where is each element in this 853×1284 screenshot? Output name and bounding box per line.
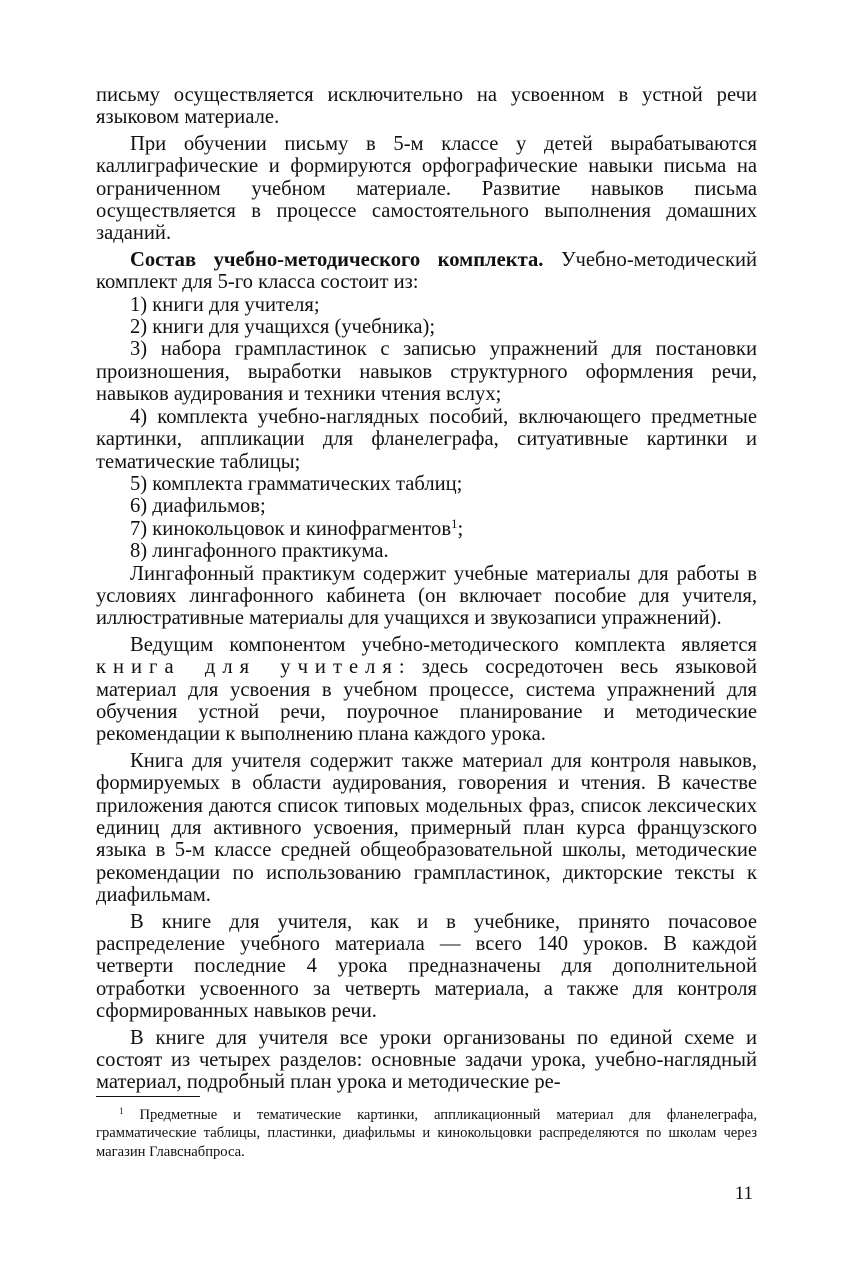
paragraph-3 <box>96 249 757 294</box>
paragraph-6: Книга для учителя содержит также материал для контроля навыков, формируемых в области аудирования, говорения и чтения. В качестве приложения даются список типовых модельных фраз, список лексических единиц для активного усвоения, примерный план курса французского языка в 5-м классе средней общеобразовательной школы, методические рекомендации по использованию грампластинок, дикторские тексты к диафильмам. <box>96 749 757 907</box>
section-heading: Состав учебно-методического комплекта. <box>130 248 544 271</box>
list-item: 8) лингафонного практикума. <box>130 540 389 563</box>
list-item-text: 7) кинокольцовок и кинофрагментов <box>130 517 452 540</box>
paragraph-5-start: Ведущим компонентом учебно-методического комплекта является <box>130 633 757 656</box>
paragraph-4: Лингафонный практикум содержит учебные материалы для работы в условиях лингафонного кабинета (он включает пособие для учителя, иллюстративные материалы для учащихся и звукозаписи упражнений). <box>96 562 757 630</box>
paragraph-2: При обучении письму в 5-м классе у детей вырабатываются каллиграфические и формируются орфографические навыки письма на ограниченном учебном материале. Развитие навыков письма осуществляется в процессе самостоятельного выполнения домашних заданий. <box>96 132 757 245</box>
footnote-mark: 1 <box>119 1106 124 1117</box>
section-intro: Учебно-методический комплект для 5-го класса состоит из: <box>96 248 757 294</box>
list-item: 6) диафильмов; <box>130 495 266 518</box>
paragraph-1: письму осуществляется исключительно на усвоенном в устной речи языковом материале. <box>96 84 757 129</box>
paragraph-7: В книге для учителя, как и в учебнике, принято почасовое распределение учебного материала — всего 140 уроков. В каждой четверти последние 4 урока предназначены для дополнительной отработки усвоенного за четверть материала, а также для контроля сформированных навыков речи. <box>96 910 757 1023</box>
list-item-suffix: ; <box>457 517 464 540</box>
footnote-divider <box>96 1096 200 1097</box>
list-item-with-footnote <box>96 518 757 540</box>
list-item: 1) книги для учителя; <box>130 293 320 316</box>
list-item: 4) комплекта учебно-наглядных пособий, включающего предметные картинки, аппликации для фланелеграфа, ситуативные картинки и тематические таблицы; <box>96 405 757 473</box>
list-item: 2) книги для учащихся (учебника); <box>130 316 436 339</box>
emphasized-term: книга для учителя <box>96 656 399 679</box>
list-item: 5) комплекта грамматических таблиц; <box>130 472 463 495</box>
paragraph-8: В книге для учителя все уроки организованы по единой схеме и состоят из четырех разделов: основные задачи урока, учебно-наглядный материал, подробный план урока и методические ре- <box>96 1026 757 1094</box>
paragraph-5 <box>96 634 757 746</box>
body-text <box>96 84 757 1094</box>
list-item: 3) набора грампластинок с записью упражнений для постановки произношения, выработки навыков структурного оформления речи, навыков аудирования и техники чтения вслух; <box>96 338 757 406</box>
paragraph-5-end: : здесь сосредоточен весь языковой материал для усвоения в учебном процессе, система упражнений для обучения устной речи, поурочное планирование и методические рекомендации к выполнению плана каждого урока. <box>96 656 757 746</box>
page-number: 11 <box>734 1183 753 1204</box>
footnote-reference: 1 <box>451 516 458 531</box>
footnote <box>96 1106 757 1161</box>
footnote-text: Предметные и тематические картинки, аппликационный материал для фланелеграфа, грамматические таблицы, пластинки, диафильмы и кинокольцовки распределяются по школам через магазин Главснабпроса. <box>96 1107 757 1160</box>
